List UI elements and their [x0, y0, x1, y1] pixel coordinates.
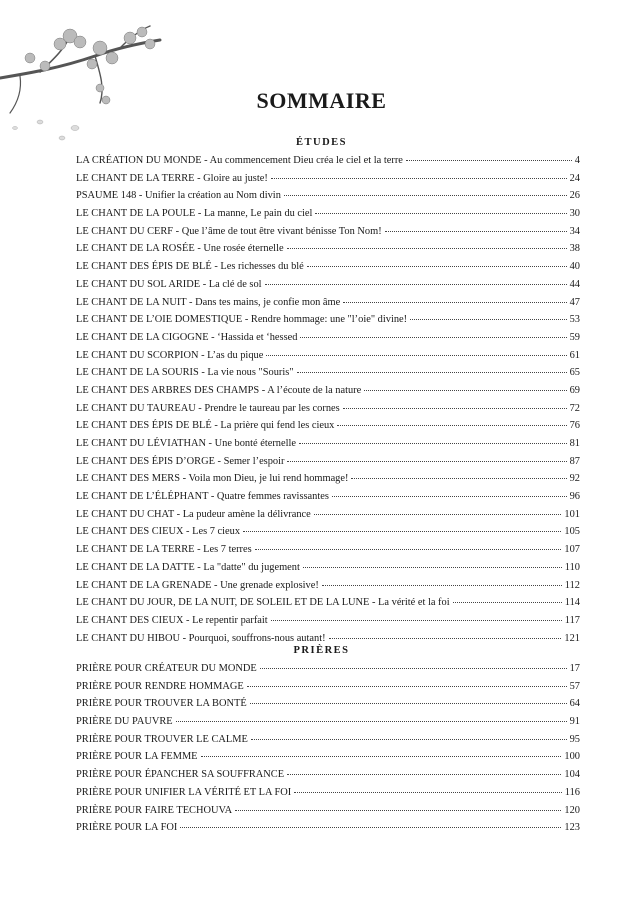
- dot-leader: [322, 585, 562, 586]
- toc-entry-page: 72: [569, 402, 580, 414]
- toc-entry[interactable]: [76, 297, 580, 315]
- dot-leader: [265, 284, 567, 285]
- toc-entry-page: 101: [564, 508, 580, 520]
- toc-entry[interactable]: [76, 208, 580, 226]
- toc-entry-page: 59: [569, 331, 580, 343]
- toc-entry-title: PRIÈRE POUR CRÉATEUR DU MONDE: [76, 663, 257, 674]
- toc-entry-page: 100: [564, 751, 580, 763]
- dot-leader: [294, 792, 562, 793]
- toc-entry[interactable]: [76, 615, 580, 633]
- toc-entry-title: LE CHANT DU SCORPION - L’as du pique: [76, 349, 264, 361]
- toc-entry-title: LE CHANT DE LA TERRE - Gloire au juste!: [76, 172, 268, 184]
- toc-entry[interactable]: [76, 751, 580, 769]
- toc-entry-page: 53: [569, 314, 580, 326]
- toc-entry-title: LE CHANT DE LA ROSÉE - Une rosée éternelle: [76, 243, 284, 255]
- toc-entry[interactable]: [76, 562, 580, 580]
- dot-leader: [271, 178, 567, 179]
- toc-entry[interactable]: [76, 403, 580, 421]
- toc-entry-page: 4: [574, 155, 580, 166]
- toc-entry-page: 104: [564, 769, 580, 781]
- toc-entry-page: 30: [569, 208, 580, 220]
- toc-entry[interactable]: [76, 805, 580, 823]
- toc-entry-title: PRIÈRE DU PAUVRE: [76, 716, 173, 728]
- dot-leader: [201, 756, 562, 757]
- toc-entry[interactable]: [76, 544, 580, 562]
- toc-entry-title: LE CHANT DES CIEUX - Le repentir parfait: [76, 614, 268, 626]
- toc-entry-title: LE CHANT DU LÉVIATHAN - Une bonté éternelle: [76, 438, 296, 449]
- toc-entry-title: LE CHANT DES CIEUX - Les 7 cieux: [76, 526, 241, 538]
- toc-entry-title: LE CHANT DE LA SOURIS - La vie nous "Souris": [76, 367, 294, 379]
- dot-leader: [329, 638, 562, 639]
- section-heading-etudes: ÉTUDES: [295, 137, 347, 148]
- toc-entry-page: 96: [569, 491, 580, 503]
- toc-entry[interactable]: [76, 243, 580, 261]
- dot-leader: [337, 425, 566, 426]
- dot-leader: [266, 355, 566, 356]
- toc-entry[interactable]: [76, 663, 580, 681]
- toc-entry-page: 81: [569, 438, 580, 449]
- dot-leader: [284, 195, 567, 196]
- dot-leader: [260, 668, 567, 669]
- toc-entry-page: 17: [569, 663, 580, 674]
- toc-entry-title: PRIÈRE POUR LA FOI: [76, 822, 178, 834]
- toc-entry-page: 34: [569, 225, 580, 237]
- toc-entry-page: 107: [564, 544, 580, 556]
- toc-entry[interactable]: [76, 173, 580, 191]
- dot-leader: [364, 390, 566, 391]
- dot-leader: [287, 461, 566, 462]
- dot-leader: [453, 602, 562, 603]
- dot-leader: [406, 160, 572, 161]
- toc-entry-page: 44: [569, 278, 580, 290]
- toc-entry[interactable]: [76, 332, 580, 350]
- toc-entry[interactable]: [76, 350, 580, 368]
- dot-leader: [297, 372, 567, 373]
- dot-leader: [250, 703, 567, 704]
- toc-entry-title: LE CHANT DU CERF - Que l’âme de tout être vivant bénisse Ton Nom!: [76, 225, 382, 237]
- toc-entry-title: LE CHANT DE LA CIGOGNE - ‘Hassida et ‘hessed: [76, 331, 298, 343]
- toc-entry-title: PRIÈRE POUR LA FEMME: [76, 751, 198, 763]
- toc-entry-title: LE CHANT DE L’OIE DOMESTIQUE - Rendre hommage: une "l’oie" divine!: [76, 314, 408, 326]
- dot-leader: [299, 443, 567, 444]
- toc-entry-page: 57: [569, 680, 580, 692]
- toc-entry-title: LA CRÉATION DU MONDE - Au commencement Dieu créa le ciel et la terre: [76, 155, 403, 166]
- toc-entry-page: 64: [569, 698, 580, 710]
- toc-entry-title: LE CHANT DU JOUR, DE LA NUIT, DE SOLEIL ET DE LA LUNE - La vérité et la foi: [76, 597, 450, 609]
- toc-entry-page: 47: [569, 296, 580, 308]
- toc-entry[interactable]: [76, 190, 580, 208]
- dot-leader: [247, 686, 567, 687]
- toc-entry-page: 114: [564, 597, 580, 609]
- toc-entry-page: 61: [569, 349, 580, 361]
- toc-entry-title: PRIÈRE POUR FAIRE TECHOUVA: [76, 804, 233, 816]
- dot-leader: [251, 739, 567, 740]
- toc-entry-page: 26: [569, 190, 580, 202]
- dot-leader: [343, 302, 566, 303]
- toc-entry-page: 105: [564, 526, 580, 538]
- toc-entry[interactable]: [76, 473, 580, 491]
- dot-leader: [235, 810, 561, 811]
- toc-entry-title: LE CHANT DU TAUREAU - Prendre le taureau par les cornes: [76, 402, 340, 414]
- dot-leader: [243, 531, 561, 532]
- toc-entry-page: 121: [564, 632, 580, 644]
- dot-leader: [315, 213, 566, 214]
- toc-entry-title: LE CHANT DES ARBRES DES CHAMPS - A l’écoute de la nature: [76, 384, 362, 396]
- dot-leader: [307, 266, 567, 267]
- toc-entry[interactable]: [76, 822, 580, 840]
- toc-entry[interactable]: [76, 787, 580, 805]
- toc-entry[interactable]: [76, 420, 580, 438]
- toc-entry-title: PRIÈRE POUR TROUVER LE CALME: [76, 733, 248, 745]
- toc-entry[interactable]: [76, 716, 580, 734]
- toc-entry[interactable]: [76, 155, 580, 173]
- toc-entry-title: LE CHANT DES ÉPIS DE BLÉ - Les richesses du blé: [76, 261, 304, 273]
- toc-entry-title: LE CHANT DU CHAT - La pudeur amène la délivrance: [76, 508, 311, 520]
- toc-entry-page: 40: [569, 261, 580, 273]
- toc-entry-page: 38: [569, 243, 580, 255]
- toc-entry[interactable]: [76, 509, 580, 527]
- cherry-blossom-branch-icon: [0, 18, 170, 148]
- toc-entry-page: 91: [569, 716, 580, 728]
- dot-leader: [180, 827, 561, 828]
- toc-entry-page: 24: [569, 172, 580, 184]
- toc-entry-title: LE CHANT DE LA POULE - La manne, Le pain du ciel: [76, 208, 313, 220]
- toc-entry[interactable]: [76, 580, 580, 598]
- dot-leader: [343, 408, 567, 409]
- dot-leader: [332, 496, 567, 497]
- dot-leader: [271, 620, 562, 621]
- toc-entry-page: 92: [569, 473, 580, 485]
- toc-entry[interactable]: [76, 734, 580, 752]
- toc-entry-page: 65: [569, 367, 580, 379]
- toc-entry-title: LE CHANT DU HIBOU - Pourquoi, souffrons-nous autant!: [76, 632, 326, 644]
- toc-entry[interactable]: [76, 491, 580, 509]
- toc-entry-title: LE CHANT DE L’ÉLÉPHANT - Quatre femmes ravissantes: [76, 491, 329, 503]
- page-title: SOMMAIRE: [256, 88, 387, 113]
- toc-entry-page: 76: [569, 420, 580, 432]
- toc-entry-title: PRIÈRE POUR RENDRE HOMMAGE: [76, 680, 244, 692]
- toc-entry-title: LE CHANT DES MERS - Voila mon Dieu, je lui rend hommage!: [76, 473, 349, 485]
- toc-entry-page: 116: [564, 786, 580, 798]
- toc-entry[interactable]: [76, 681, 580, 699]
- toc-entry[interactable]: [76, 698, 580, 716]
- toc-entry-page: 112: [564, 579, 580, 591]
- dot-leader: [351, 478, 566, 479]
- dot-leader: [303, 567, 562, 568]
- dot-leader: [287, 774, 561, 775]
- section-heading-prieres: PRIÈRES: [293, 645, 350, 656]
- toc-entry-page: 95: [569, 733, 580, 745]
- toc-entry[interactable]: [76, 456, 580, 474]
- toc-entry-title: LE CHANT DE LA NUIT - Dans tes mains, je confie mon âme: [76, 296, 341, 308]
- toc-entry-page: 117: [564, 614, 580, 626]
- dot-leader: [255, 549, 562, 550]
- toc-entry[interactable]: [76, 597, 580, 615]
- toc-entry[interactable]: [76, 261, 580, 279]
- toc-entry-title: LE CHANT DE LA GRENADE - Une grenade explosive!: [76, 579, 319, 591]
- toc-entry-title: PRIÈRE POUR UNIFIER LA VÉRITÉ ET LA FOI: [76, 786, 292, 798]
- dot-leader: [410, 319, 567, 320]
- toc-entry-page: 110: [564, 561, 580, 573]
- toc-entry-title: PRIÈRE POUR ÉPANCHER SA SOUFFRANCE: [76, 769, 285, 781]
- toc-entry-title: LE CHANT DES ÉPIS D’ORGE - Semer l’espoir: [76, 455, 285, 467]
- toc-entry[interactable]: [76, 314, 580, 332]
- dot-leader: [385, 231, 567, 232]
- dot-leader: [176, 721, 567, 722]
- toc-entry-title: LE CHANT DE LA TERRE - Les 7 terres: [76, 544, 252, 556]
- toc-entry-page: 120: [564, 804, 580, 816]
- dot-leader: [287, 248, 567, 249]
- toc-entry-title: PSAUME 148 - Unifier la création au Nom divin: [76, 190, 281, 202]
- toc-entry-page: 69: [569, 384, 580, 396]
- toc-entry-title: LE CHANT DU SOL ARIDE - La clé de sol: [76, 278, 262, 290]
- toc-entry[interactable]: [76, 438, 580, 456]
- toc-entry-page: 123: [564, 822, 580, 834]
- toc-entry-page: 87: [569, 455, 580, 467]
- dot-leader: [300, 337, 566, 338]
- toc-entry-title: LE CHANT DE LA DATTE - La "datte" du jugement: [76, 561, 300, 573]
- toc-entry[interactable]: [76, 279, 580, 297]
- toc-entry[interactable]: [76, 226, 580, 244]
- toc-entry[interactable]: [76, 769, 580, 787]
- dot-leader: [314, 514, 562, 515]
- toc-etudes-list: [76, 155, 580, 650]
- toc-entry-title: PRIÈRE POUR TROUVER LA BONTÉ: [76, 698, 247, 710]
- toc-entry[interactable]: [76, 526, 580, 544]
- toc-entry-title: LE CHANT DES ÉPIS DE BLÉ - La prière qui fend les cieux: [76, 420, 335, 432]
- toc-entry[interactable]: [76, 385, 580, 403]
- toc-entry[interactable]: [76, 367, 580, 385]
- toc-prieres-list: [76, 663, 580, 840]
